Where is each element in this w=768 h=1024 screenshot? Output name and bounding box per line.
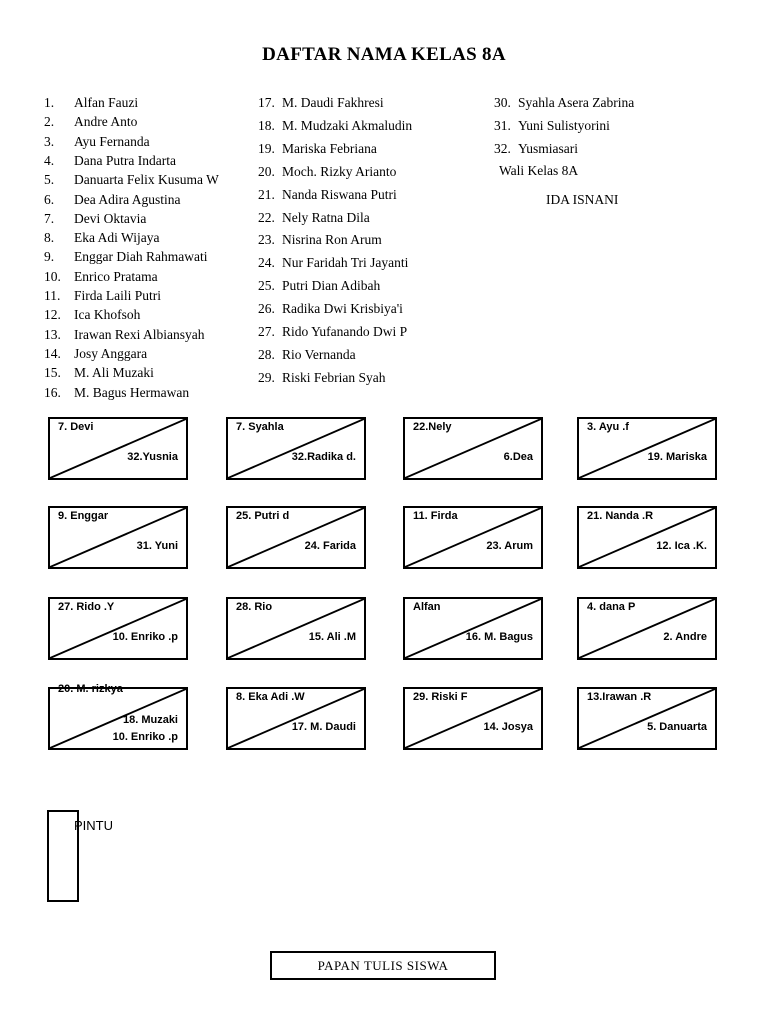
student-name: Putri Dian Adibah [282, 278, 381, 294]
student-number: 5. [44, 172, 55, 188]
student-name: Ayu Fernanda [74, 133, 150, 149]
student-row [44, 346, 147, 362]
student-number: 7. [44, 210, 55, 226]
student-number: 2. [44, 114, 55, 130]
desk-student-bottom [137, 538, 178, 555]
desk-student-bottom-name: 31. Yuni [136, 540, 178, 552]
desk [577, 597, 717, 660]
student-name: Yusmiasari [518, 140, 578, 156]
student-row [44, 327, 204, 343]
desk-student-bottom-name: 16. M. Bagus [465, 631, 533, 643]
desk-student-bottom [647, 719, 707, 736]
desk-student-top: 11. Firda [413, 510, 458, 522]
student-name: M. Mudzaki Akmaludin [282, 117, 413, 133]
student-name: Nanda Riswana Putri [282, 186, 397, 202]
desk-student-top: 3. Ayu .f [587, 421, 629, 433]
student-name: Nisrina Ron Arum [282, 232, 382, 248]
student-number: 4. [44, 152, 55, 168]
desk-student-bottom-name: 23. Arum [486, 540, 533, 552]
student-row [44, 269, 158, 285]
desk-student-bottom [663, 629, 707, 646]
student-row [44, 192, 180, 208]
student-row [44, 365, 154, 381]
student-name: Eka Adi Wijaya [74, 230, 160, 246]
desk-student-bottom-name: 10. Enriko .p [112, 631, 178, 643]
student-number: 15. [44, 365, 61, 381]
desk-student-top: 28. Rio [236, 601, 273, 613]
student-name: Irawan Rexi Albiansyah [74, 326, 205, 342]
desk-student-bottom [113, 629, 178, 646]
student-row [44, 230, 159, 246]
student-name: M. Bagus Hermawan [74, 384, 190, 400]
student-row [44, 95, 138, 111]
student-number: 21. [258, 186, 275, 202]
student-name: Dana Putra Indarta [74, 152, 176, 168]
student-number: 23. [258, 232, 275, 248]
page-title: DAFTAR NAMA KELAS 8A [262, 44, 506, 65]
desk [577, 506, 717, 569]
student-row [258, 164, 396, 180]
desk-student-bottom [292, 719, 356, 736]
student-name: Rio Vernanda [282, 346, 356, 362]
student-number: 27. [258, 324, 275, 339]
desk-student-bottom-name: 19. Mariska [647, 451, 707, 463]
homeroom-teacher-label: Wali Kelas 8A [499, 163, 579, 178]
desk-student-top: 25. Putri d [236, 510, 290, 522]
desk-student-top: 13.Irawan .R [587, 691, 652, 703]
student-number: 10. [44, 268, 61, 284]
desk [48, 506, 188, 569]
student-number: 8. [44, 230, 55, 246]
student-name: Syahla Asera Zabrina [518, 95, 635, 110]
desk-student-bottom [305, 538, 356, 555]
student-name: Enggar Diah Rahmawati [74, 249, 208, 265]
student-number: 3. [44, 133, 55, 149]
student-number: 13. [44, 326, 61, 342]
student-row [258, 324, 407, 340]
desk-student-top: 8. Eka Adi .W [236, 691, 305, 703]
desk-student-bottom-name: 14. Josya [483, 721, 533, 733]
student-row [258, 301, 403, 317]
desk-student-bottom-name: 17. M. Daudi [291, 721, 356, 733]
student-number: 1. [44, 95, 55, 110]
desk [226, 687, 366, 750]
desk-student-bottom [309, 629, 356, 646]
student-name: Mariska Febriana [282, 140, 377, 156]
student-name: Devi Oktavia [74, 210, 147, 226]
student-name: M. Ali Muzaki [74, 365, 154, 381]
desk-student-top: 20. M. rizkya [58, 683, 123, 695]
student-number: 22. [258, 209, 275, 225]
student-name: Dea Adira Agustina [74, 191, 181, 207]
student-name: Riski Febrian Syah [282, 369, 386, 385]
desk [403, 417, 543, 480]
desk-student-bottom [648, 449, 707, 466]
student-row [258, 118, 412, 134]
student-number: 16. [44, 384, 61, 400]
student-row [44, 288, 161, 304]
student-number: 32. [494, 140, 511, 156]
desk-student-bottom [127, 449, 178, 466]
desk-student-bottom [483, 719, 533, 736]
student-row [258, 232, 382, 248]
whiteboard: PAPAN TULIS SISWA [270, 951, 496, 980]
homeroom-teacher-name: IDA ISNANI [546, 192, 619, 207]
student-row [258, 370, 386, 386]
desk-student-top: 9. Enggar [58, 510, 109, 522]
desk [48, 683, 188, 750]
student-row [494, 118, 610, 134]
student-number: 19. [258, 140, 275, 156]
desk [403, 687, 543, 750]
student-row [44, 249, 207, 265]
desk-student-bottom-name: 24. Farida [304, 540, 356, 552]
desk-student-bottom [504, 449, 533, 466]
desk [403, 506, 543, 569]
student-name: Nur Faridah Tri Jayanti [282, 255, 409, 271]
student-number: 18. [258, 117, 275, 133]
student-number: 29. [258, 369, 275, 385]
student-row [44, 134, 150, 150]
desk-student-bottom-name: 18. Muzaki [122, 714, 178, 726]
student-row [44, 172, 219, 188]
desk-student-top: Alfan [413, 601, 441, 613]
desk [403, 597, 543, 660]
student-row [258, 255, 408, 271]
student-number: 11. [44, 288, 61, 303]
student-number: 24. [258, 255, 275, 271]
student-name: Andre Anto [74, 114, 138, 130]
student-name: Alfan Fauzi [74, 95, 139, 110]
desk [226, 506, 366, 569]
desk-student-top: 27. Rido .Y [58, 601, 115, 613]
desk-student-bottom-name: 6.Dea [503, 451, 533, 463]
student-name: Rido Yufanando Dwi P [282, 324, 408, 339]
desk-student-bottom [466, 629, 533, 646]
student-number: 20. [258, 163, 275, 179]
student-row [258, 187, 397, 203]
desk-student-bottom-name: 12. Ica .K. [656, 540, 707, 552]
student-row [258, 95, 384, 111]
desk [226, 417, 366, 480]
student-name: Moch. Rizky Arianto [282, 163, 397, 179]
desk-student-top: 22.Nely [413, 421, 452, 433]
desk-student-top: 29. Riski F [413, 691, 468, 703]
desk-student-bottom [113, 712, 178, 746]
desk-student-bottom-name: 15. Ali .M [308, 631, 356, 643]
door-label: PINTU [74, 818, 113, 833]
student-number: 31. [494, 117, 511, 133]
student-name: Yuni Sulistyorini [518, 117, 610, 133]
student-number: 26. [258, 301, 275, 317]
desk-student-bottom-name: 32.Yusnia [127, 451, 178, 463]
desk [48, 417, 188, 480]
student-name: Josy Anggara [74, 345, 148, 361]
student-number: 25. [258, 278, 275, 294]
student-number: 30. [494, 95, 511, 110]
student-row [44, 153, 176, 169]
desk-student-bottom-name: 32.Radika d. [291, 451, 356, 463]
student-name: Ica Khofsoh [74, 307, 141, 323]
student-row [494, 141, 578, 157]
desk-student-top: 4. dana P [587, 601, 636, 613]
student-row [258, 278, 380, 294]
student-number: 9. [44, 249, 55, 265]
student-name: Nely Ratna Dila [282, 209, 370, 225]
student-row [258, 141, 377, 157]
student-row [44, 211, 146, 227]
student-row [494, 95, 634, 111]
desk-student-bottom [486, 538, 533, 555]
student-number: 6. [44, 191, 55, 207]
student-name: M. Daudi Fakhresi [282, 95, 384, 110]
desk-student-bottom [292, 449, 356, 466]
student-name: Firda Laili Putri [74, 288, 161, 303]
student-row [44, 307, 140, 323]
student-number: 14. [44, 345, 61, 361]
student-row [258, 347, 356, 363]
desk [577, 687, 717, 750]
desk-student-top: 7. Syahla [236, 421, 284, 433]
student-name: Radika Dwi Krisbiya'i [282, 301, 403, 317]
desk [48, 597, 188, 660]
desk-student-top: 21. Nanda .R [587, 510, 654, 522]
student-number: 12. [44, 307, 61, 323]
desk-student-bottom-name-2: 10. Enriko .p [112, 731, 178, 743]
desk-student-top: 7. Devi [58, 421, 94, 433]
desk-student-bottom [656, 538, 707, 555]
student-number: 17. [258, 95, 275, 110]
student-number: 28. [258, 346, 275, 362]
student-row [44, 114, 137, 130]
student-name: Enrico Pratama [74, 268, 158, 284]
desk-student-bottom-name: 2. Andre [663, 631, 707, 643]
desk-student-bottom-name: 5. Danuarta [647, 721, 707, 733]
desk [577, 417, 717, 480]
student-row [258, 210, 370, 226]
student-name: Danuarta Felix Kusuma W [74, 172, 219, 188]
student-row [44, 385, 189, 401]
desk [226, 597, 366, 660]
